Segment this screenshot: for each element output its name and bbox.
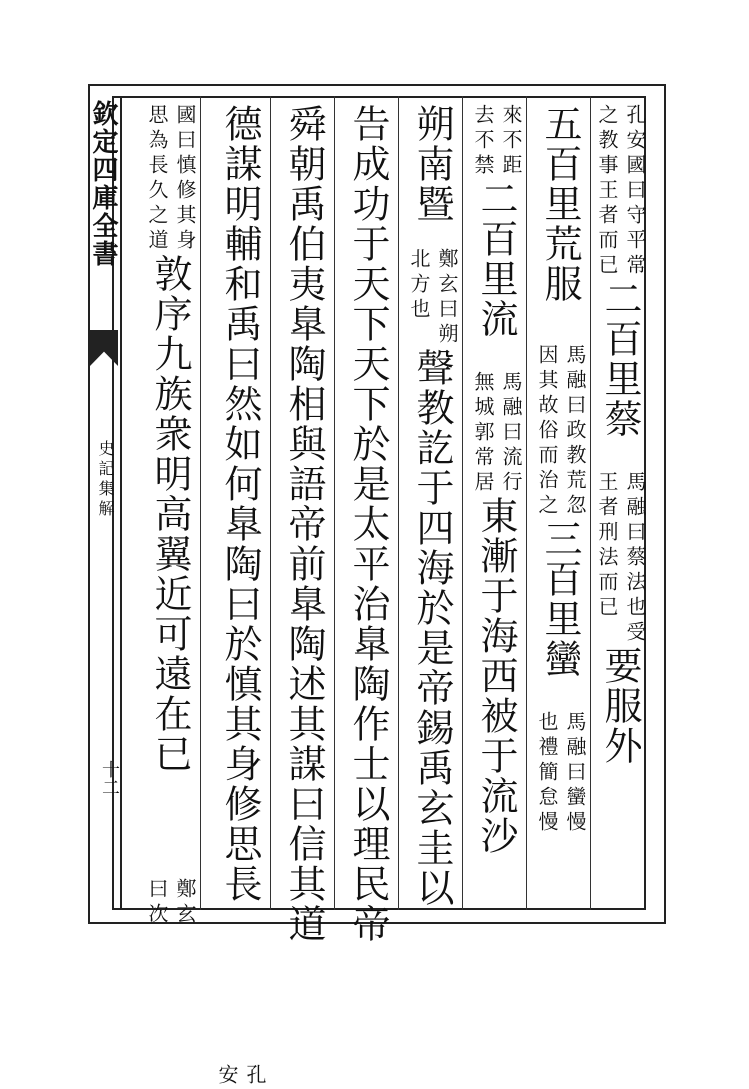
text-column (338, 104, 398, 944)
commentary-line: 孔 (243, 1064, 267, 1089)
commentary-line: 因其故俗而治之 (535, 344, 559, 519)
text-column (590, 104, 650, 904)
main-text-line: 要服外 (598, 646, 642, 766)
commentary-line: 孔安國曰守平常 (623, 104, 647, 279)
commentary-line: 思為長久之道 (145, 104, 169, 254)
commentary-line: 北方也 (407, 248, 431, 323)
commentary-line: 馬融曰蔡法也受 (623, 471, 647, 646)
commentary-line: 鄭玄曰朔 (435, 248, 459, 348)
commentary-line: 來不距 (499, 104, 523, 179)
commentary-line: 去不禁 (471, 104, 495, 179)
text-column (140, 104, 200, 928)
text-column (466, 104, 526, 904)
commentary-line: 國曰慎修其身 (173, 104, 197, 254)
section-title: 史記集解 (96, 440, 115, 520)
main-text-line: 三百里蠻 (538, 519, 582, 679)
column-rule (200, 96, 201, 910)
commentary-line: 鄭玄 (173, 878, 197, 928)
main-text-line: 五百里荒服 (538, 104, 582, 304)
main-text-line: 德謀明輔和禹曰然如何臯陶曰於慎其身修思長 (218, 104, 262, 904)
column-rule (462, 96, 463, 910)
commentary-line: 馬融曰流行 (499, 371, 523, 496)
commentary-line: 無城郭常居 (471, 371, 495, 496)
commentary-line: 馬融曰政教荒忽 (563, 344, 587, 519)
text-column (402, 104, 462, 908)
column-rule (334, 96, 335, 910)
commentary-line: 也禮簡怠慢 (535, 711, 559, 836)
main-text-line: 朔南暨 (410, 104, 454, 224)
main-text-line: 東漸于海西被于流沙 (474, 496, 518, 856)
main-text-line: 舜朝禹伯夷臯陶相與語帝前臯陶述其謀曰信其道 (282, 104, 326, 944)
commentary-line: 之教事王者而已 (595, 104, 619, 279)
commentary-line: 安 (215, 1064, 239, 1089)
main-text-line: 敦序九族衆明高翼近可遠在已 (148, 254, 192, 774)
main-text-line: 二百里流 (474, 179, 518, 339)
page-number: 十二 (99, 760, 120, 796)
column-rule (526, 96, 527, 910)
commentary-line: 曰次 (145, 878, 169, 928)
commentary-line: 馬融曰蠻慢 (563, 711, 587, 836)
text-column (210, 104, 270, 1089)
main-text-line: 聲教訖于四海於是帝錫禹玄圭以 (410, 348, 454, 908)
text-column (274, 104, 334, 944)
main-text-line: 告成功于天下天下於是太平治臯陶作士以理民帝 (346, 104, 390, 944)
commentary-line: 王者刑法而已 (595, 471, 619, 621)
text-column (530, 104, 590, 904)
book-title: 欽定四庫全書 (88, 100, 118, 268)
column-rule (270, 96, 271, 910)
column-rule (398, 96, 399, 910)
main-text-line: 二百里蔡 (598, 279, 642, 439)
